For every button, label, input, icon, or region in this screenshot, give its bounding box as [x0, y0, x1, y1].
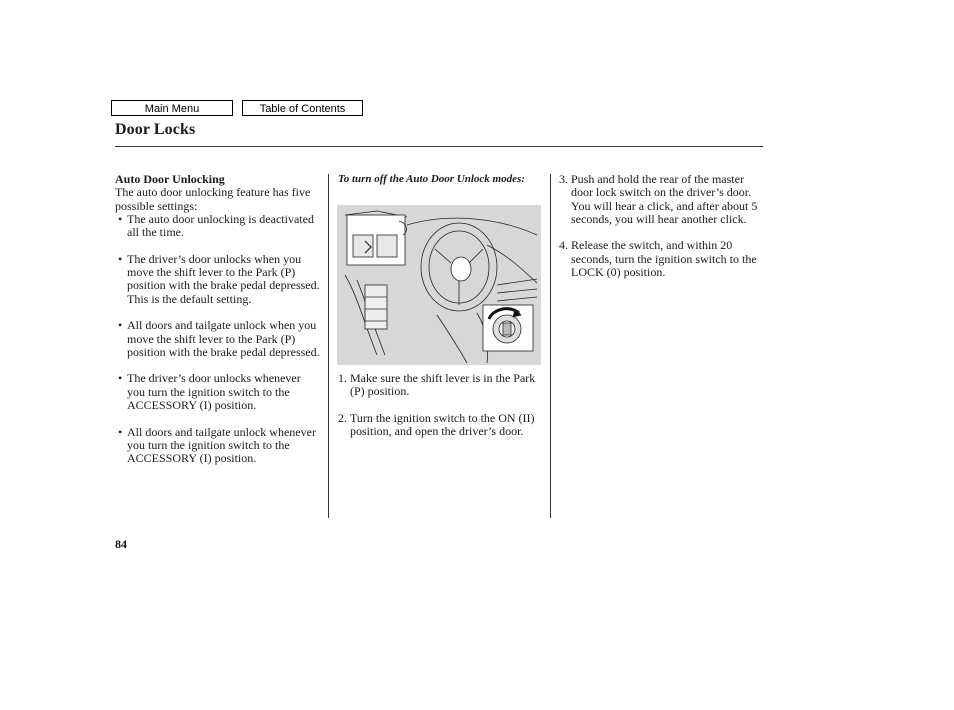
page-title: Door Locks: [115, 121, 196, 138]
list-item: • All doors and tailgate unlock whenever you turn the ignition switch to the ACCESSORY (I) position.: [115, 426, 320, 466]
column-divider-1: [328, 174, 329, 518]
step-text: Turn the ignition switch to the ON (II) position, and open the driver’s door.: [350, 410, 535, 439]
title-rule: [115, 146, 763, 147]
section-heading: Auto Door Unlocking: [115, 172, 225, 186]
main-menu-button[interactable]: Main Menu: [111, 100, 233, 116]
list-item: [559, 173, 764, 226]
intro-text: The auto door unlocking feature has five possible settings:: [115, 185, 311, 213]
step-number: 4.: [559, 238, 568, 253]
page-number: 84: [115, 537, 127, 551]
list-item: [338, 372, 542, 399]
column-divider-2: [550, 174, 551, 518]
step-text: Release the switch, and within 20 seconds, turn the ignition switch to the LOCK (0) position.: [571, 238, 757, 280]
column-2-steps: [338, 372, 542, 438]
list-item: • The driver’s door unlocks whenever you turn the ignition switch to the ACCESSORY (I) position.: [115, 372, 320, 412]
list-item: • All doors and tailgate unlock when you move the shift lever to the Park (P) position with the brake pedal depressed.: [115, 319, 320, 359]
table-of-contents-button[interactable]: Table of Contents: [242, 100, 363, 116]
column-1: [115, 173, 320, 466]
default-setting-note: This is the default setting.: [127, 291, 252, 306]
column-3: [559, 173, 764, 279]
instructions-subheading: To turn off the Auto Door Unlock modes:: [338, 173, 525, 185]
step-number: 3.: [559, 172, 568, 186]
door-lock-illustration: [337, 205, 541, 365]
step-number: 2.: [338, 410, 347, 425]
step-number: 1.: [338, 371, 347, 385]
column-2: [338, 173, 542, 186]
list-item: [559, 239, 764, 279]
step-text: Push and hold the rear of the master door lock switch on the driver’s door. You will hear a click, and after about 5 seconds, you will hear another click.: [571, 172, 758, 226]
list-item: [338, 412, 542, 439]
list-item: • The auto door unlocking is deactivated all the time.: [115, 213, 320, 240]
step-text: Make sure the shift lever is in the Park (P) position.: [350, 371, 536, 399]
list-item: • The driver’s door unlocks when you move the shift lever to the Park (P) position with the brake pedal depressed.: [115, 253, 320, 293]
